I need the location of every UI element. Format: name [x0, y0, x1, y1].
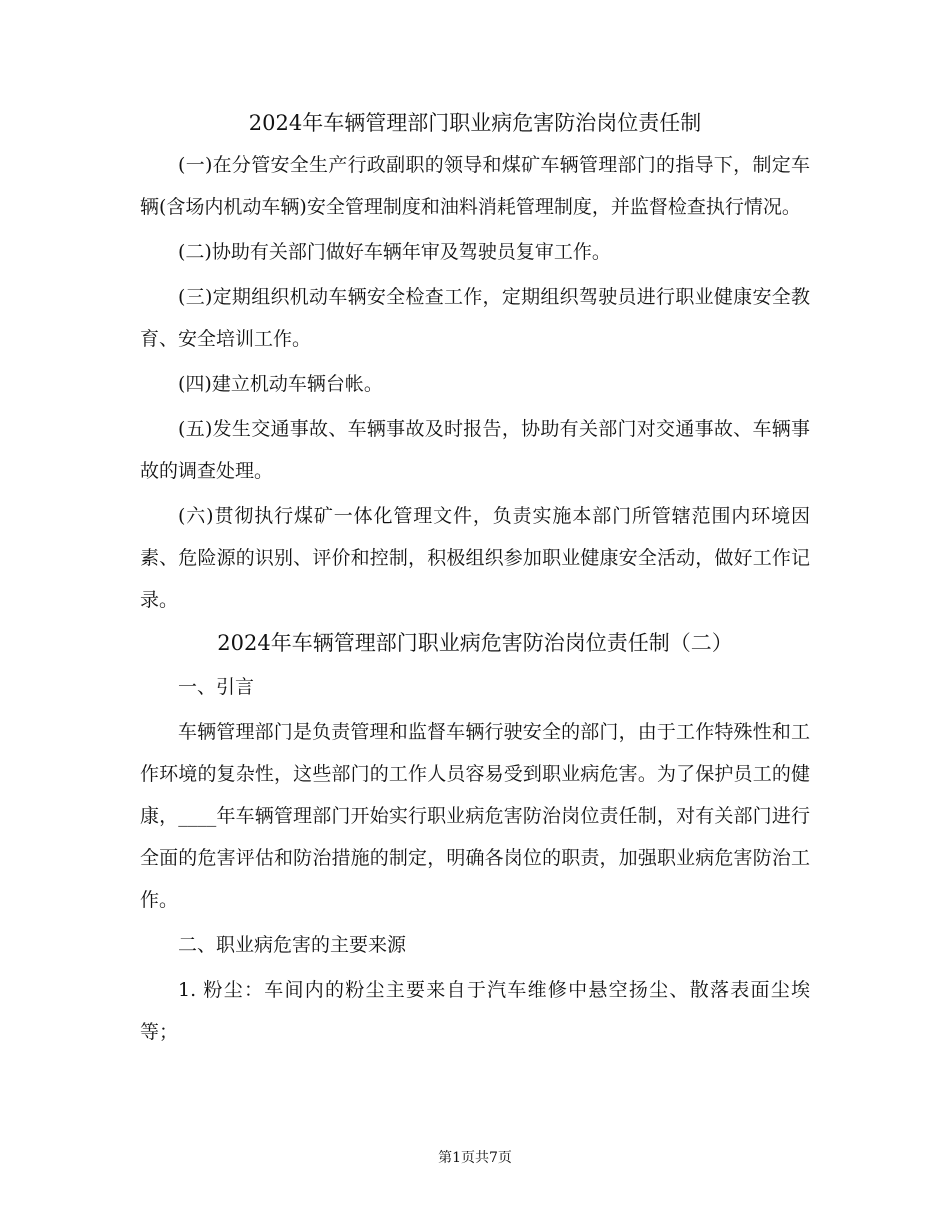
document-body: [140, 102, 810, 1053]
paragraph-dust: 1. 粉尘：车间内的粉尘主要来自于汽车维修中悬空扬尘、散落表面尘埃等；: [140, 979, 810, 1043]
document-title: 2024年车辆管理部门职业病危害防治岗位责任制: [248, 111, 702, 135]
paragraph-6: (六)贯彻执行煤矿一体化管理文件，负责实施本部门所管辖范围内环境因素、危险源的识别、评价和控制，积极组织参加职业健康安全活动，做好工作记录。: [140, 505, 810, 611]
paragraph-4: (四)建立机动车辆台帐。: [178, 373, 383, 395]
paragraph-3: (三)定期组织机动车辆安全检查工作，定期组织驾驶员进行职业健康安全教育、安全培训工作。: [140, 286, 810, 350]
paragraph-1: (一)在分管安全生产行政副职的领导和煤矿车辆管理部门的指导下，制定车辆(含场内机动车辆)安全管理制度和油料消耗管理制度，并监督检查执行情况。: [140, 154, 810, 218]
heading-introduction: 一、引言: [178, 676, 255, 698]
page-number: 第1页共7页: [438, 1150, 512, 1166]
paragraph-5: (五)发生交通事故、车辆事故及时报告，协助有关部门对交通事故、车辆事故的调查处理。: [140, 418, 810, 482]
section-title-2: 2024年车辆管理部门职业病危害防治岗位责任制（二）: [217, 631, 733, 655]
paragraph-introduction: 车辆管理部门是负责管理和监督车辆行驶安全的部门，由于工作特殊性和工作环境的复杂性，这些部门的工作人员容易受到职业病危害。为了保护员工的健康，____年车辆管理部门开始实行职业病危害防治岗位责任制，对有关部门进行全面的危害评估和防治措施的制定，明确各岗位的职责，加强职业病危害防治工作。: [140, 721, 810, 911]
paragraph-2: (二)协助有关部门做好车辆年审及驾驶员复审工作。: [178, 241, 611, 263]
heading-hazard-sources: 二、职业病危害的主要来源: [178, 934, 407, 956]
